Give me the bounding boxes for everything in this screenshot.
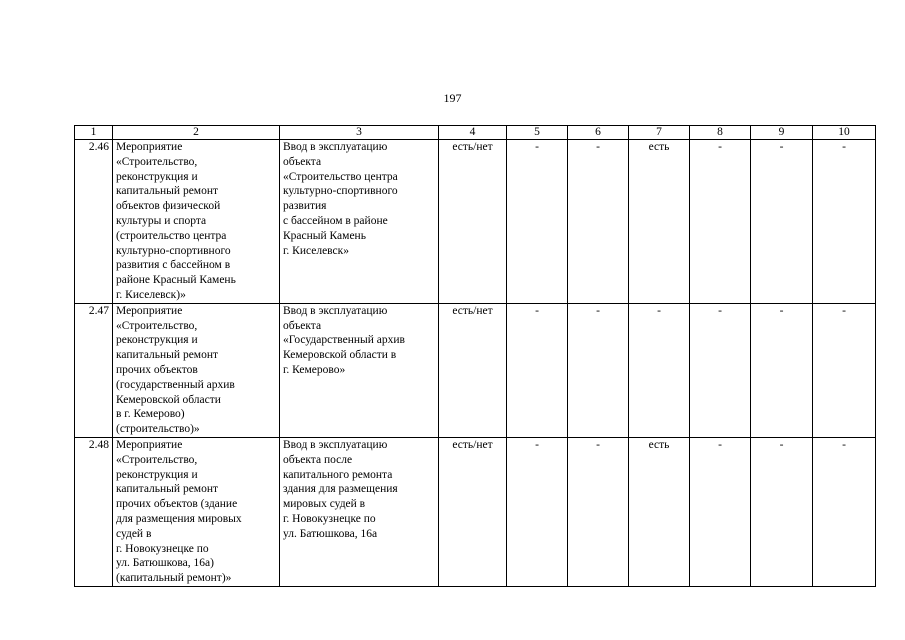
table-row (75, 437, 876, 586)
indicator-cell: Ввод в эксплуатацию объекта после капитального ремонта здания для размещения мировых судей в г. Новокузнецке по ул. Батюшкова, 16а (280, 437, 439, 586)
value-cell: - (629, 303, 690, 437)
event-cell: Мероприятие «Строительство, реконструкция и капитальный ремонт объектов физической культуры и спорта (строительство центра культурно-спортивного развития с бассейном в районе Красный Камень г. Киселевск)» (113, 140, 280, 304)
unit-cell: есть/нет (439, 140, 507, 304)
header-row (75, 126, 876, 140)
value-cell: - (813, 140, 876, 304)
indicator-cell: Ввод в эксплуатацию объекта «Государственный архив Кемеровской области в г. Кемерово» (280, 303, 439, 437)
value-cell: - (690, 303, 751, 437)
value-cell: - (507, 140, 568, 304)
header-cell: 4 (439, 126, 507, 140)
header-cell: 2 (113, 126, 280, 140)
event-cell: Мероприятие «Строительство, реконструкция и капитальный ремонт прочих объектов (здание для размещения мировых судей в г. Новокузнецке по ул. Батюшкова, 16а) (капитальный ремонт)» (113, 437, 280, 586)
indicators-table (74, 125, 876, 587)
value-cell: - (813, 437, 876, 586)
header-cell: 7 (629, 126, 690, 140)
value-cell: - (690, 437, 751, 586)
value-cell: - (751, 437, 813, 586)
header-cell: 5 (507, 126, 568, 140)
table-row (75, 140, 876, 304)
table-row (75, 303, 876, 437)
header-cell: 9 (751, 126, 813, 140)
unit-cell: есть/нет (439, 303, 507, 437)
header-cell: 10 (813, 126, 876, 140)
value-cell: - (568, 140, 629, 304)
header-cell: 8 (690, 126, 751, 140)
indicator-cell: Ввод в эксплуатацию объекта «Строительство центра культурно-спортивного развития с бассейном в районе Красный Камень г. Киселевск» (280, 140, 439, 304)
header-cell: 3 (280, 126, 439, 140)
row-number: 2.48 (75, 437, 113, 586)
page-number: 197 (443, 91, 462, 105)
event-cell: Мероприятие «Строительство, реконструкция и капитальный ремонт прочих объектов (государственный архив Кемеровской области в г. Кемерово) (строительство)» (113, 303, 280, 437)
row-number: 2.47 (75, 303, 113, 437)
value-cell: есть (629, 140, 690, 304)
value-cell: - (751, 303, 813, 437)
value-cell: - (568, 437, 629, 586)
value-cell: - (568, 303, 629, 437)
value-cell: - (751, 140, 813, 304)
value-cell: есть (629, 437, 690, 586)
header-cell: 6 (568, 126, 629, 140)
value-cell: - (813, 303, 876, 437)
value-cell: - (507, 437, 568, 586)
header-cell: 1 (75, 126, 113, 140)
value-cell: - (507, 303, 568, 437)
value-cell: - (690, 140, 751, 304)
unit-cell: есть/нет (439, 437, 507, 586)
row-number: 2.46 (75, 140, 113, 304)
